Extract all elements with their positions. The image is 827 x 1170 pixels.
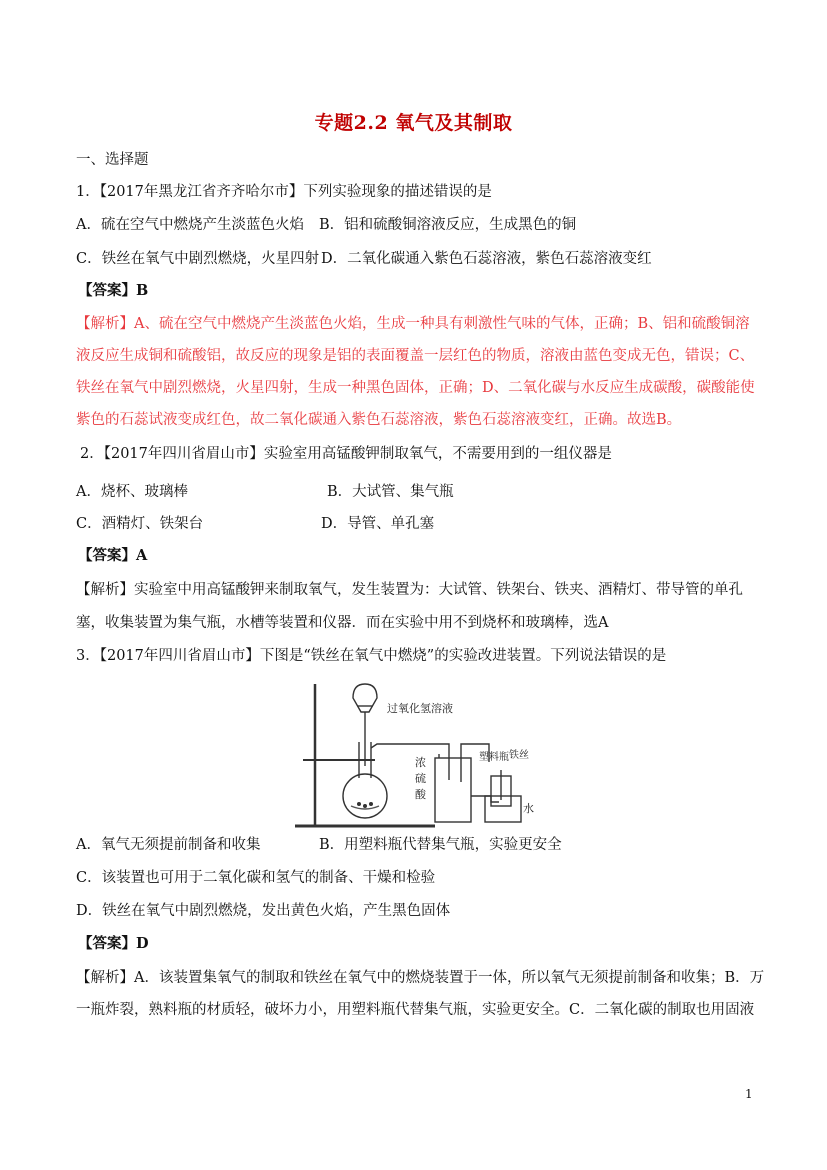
fig-label-wire: 铁丝 (509, 750, 529, 761)
q3-analysis-line-1: 【解析】A．该装置集氧气的制取和铁丝在氧气中的燃烧装置于一体，所以氧气无须提前制备和收集；B．万 (76, 970, 765, 986)
q2-stem: 2．【2017年四川省眉山市】实验室用高锰酸钾制取氧气，不需要用到的一组仪器是 (80, 446, 612, 462)
q3-answer: 【答案】D (78, 935, 149, 952)
q2-analysis-line-2: 塞，收集装置为集气瓶，水槽等装置和仪器．而在实验中用不到烧杯和玻璃棒，选A (76, 615, 609, 631)
page-title: 专题2.2 氧气及其制取 (314, 112, 513, 134)
fig-label-h2o2: 过氧化氢溶液 (387, 702, 453, 715)
fig-label-acid-1: 浓 (415, 756, 426, 769)
q3-analysis-line-2: 一瓶炸裂，熟料瓶的材质轻，破坏力小，用塑料瓶代替集气瓶，实验更安全。C．二氧化碳的制取也用固液 (76, 1002, 755, 1018)
q1-analysis-line-3: 铁丝在氧气中剧烈燃烧，火星四射，生成一种黑色固体，正确；D、二氧化碳与水反应生成碳酸，碳酸能使 (76, 380, 755, 396)
q1-option-a: A．硫在空气中燃烧产生淡蓝色火焰 (76, 217, 304, 233)
q3-stem: 3．【2017年四川省眉山市】下图是“铁丝在氧气中燃烧”的实验改进装置。下列说法错误的是 (76, 648, 667, 664)
q1-option-c: C．铁丝在氧气中剧烈燃烧，火星四射 (76, 251, 320, 267)
q2-option-a: A．烧杯、玻璃棒 (76, 484, 188, 500)
q3-option-d: D．铁丝在氧气中剧烈燃烧，发出黄色火焰，产生黑色固体 (76, 903, 451, 919)
q1-option-b: B．铝和硫酸铜溶液反应，生成黑色的铜 (319, 217, 577, 233)
fig-label-acid-2: 硫 (415, 772, 426, 785)
q3-option-b: B．用塑料瓶代替集气瓶，实验更安全 (319, 837, 562, 853)
drying-bottle (435, 758, 471, 822)
apparatus-figure (295, 678, 540, 830)
q2-answer: 【答案】A (78, 547, 148, 564)
q1-analysis-line-4: 紫色的石蕊试液变成红色，故二氧化碳通入紫色石蕊溶液，紫色石蕊溶液变红，正确。故选B。 (76, 412, 682, 428)
q1-answer: 【答案】B (78, 282, 149, 299)
fig-label-water: 水 (523, 802, 534, 815)
q1-analysis-line-1: 【解析】A、硫在空气中燃烧产生淡蓝色火焰，生成一种具有刺激性气味的气体，正确；B、铝和硫酸铜溶 (76, 316, 750, 332)
delivery-tube (371, 744, 449, 780)
q2-option-b: B．大试管、集气瓶 (327, 484, 454, 500)
q1-option-d: D．二氧化碳通入紫色石蕊溶液，紫色石蕊溶液变红 (321, 251, 652, 267)
funnel (353, 684, 377, 712)
fig-label-bottle: 塑料瓶 (479, 752, 509, 763)
q1-stem: 1．【2017年黑龙江省齐齐哈尔市】下列实验现象的描述错误的是 (76, 184, 492, 200)
q1-analysis-line-2: 液反应生成铜和硫酸铝，故反应的现象是铝的表面覆盖一层红色的物质，溶液由蓝色变成无色，错误；C、 (76, 348, 755, 364)
q3-option-a: A．氧气无须提前制备和收集 (76, 837, 261, 853)
flask (343, 774, 387, 818)
fig-label-acid-3: 酸 (415, 788, 426, 801)
q3-option-c: C．该装置也可用于二氧化碳和氢气的制备、干燥和检验 (76, 870, 436, 886)
q2-analysis-line-1: 【解析】实验室中用高锰酸钾来制取氧气，发生装置为：大试管、铁架台、铁夹、酒精灯、带导管的单孔 (76, 582, 743, 598)
q2-option-c: C．酒精灯、铁架台 (76, 516, 204, 532)
q2-option-d: D．导管、单孔塞 (321, 516, 435, 532)
page-number: 1 (745, 1087, 753, 1101)
section-heading: 一、选择题 (76, 152, 149, 168)
